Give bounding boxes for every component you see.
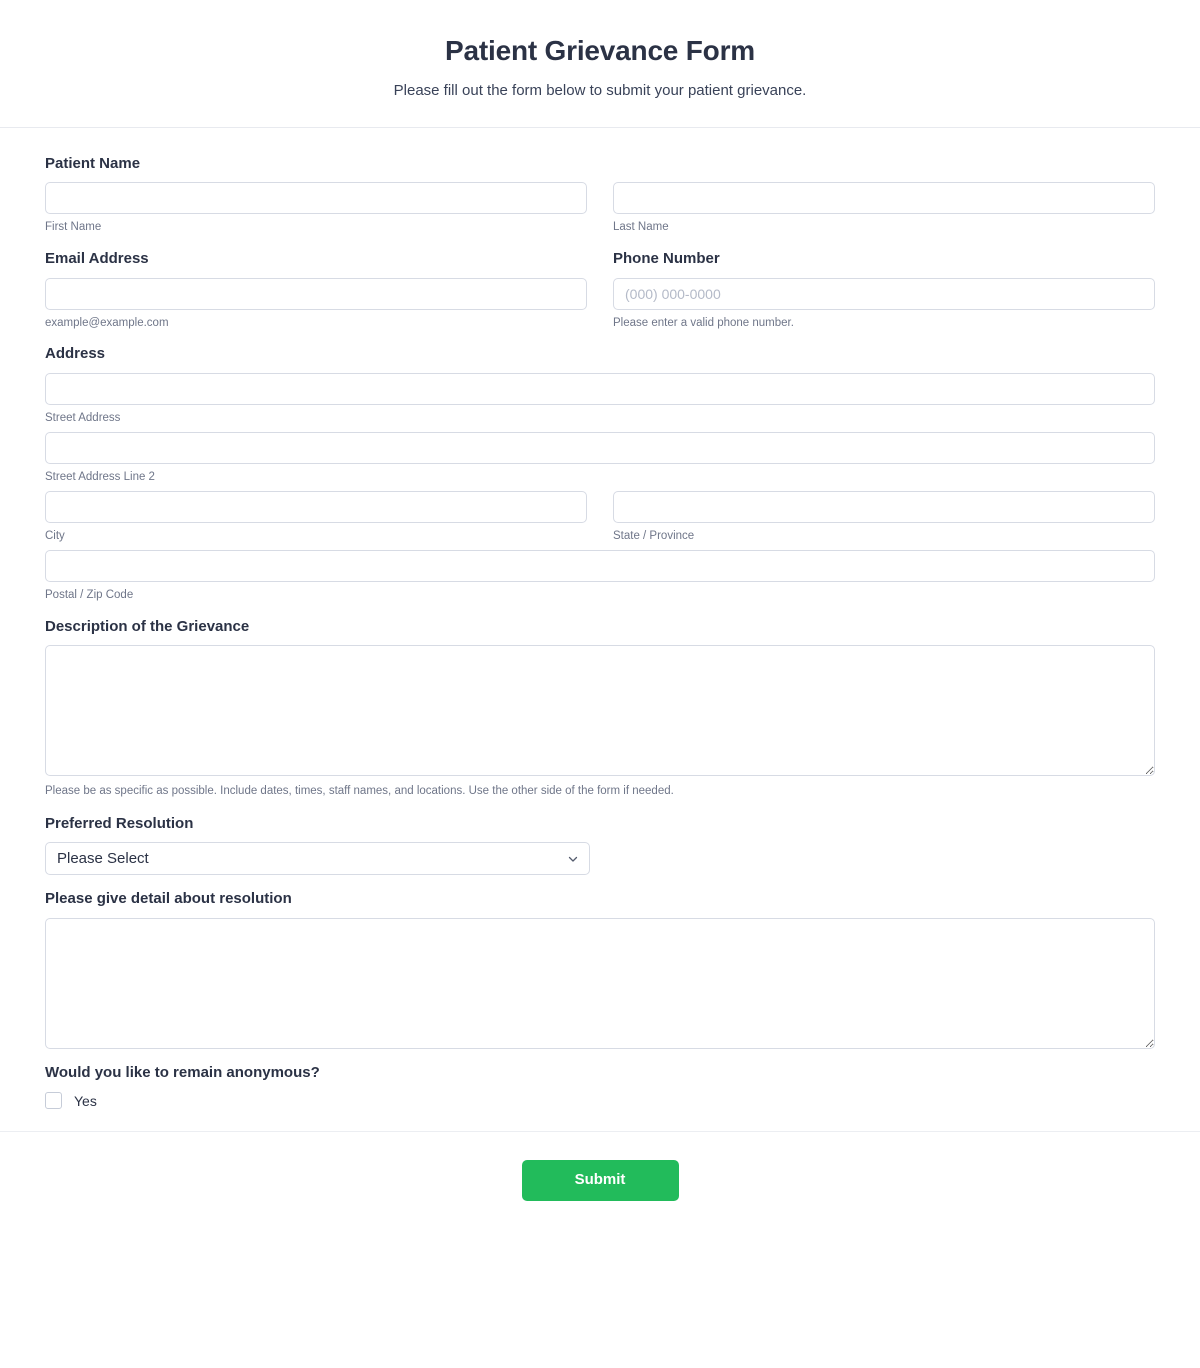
phone-input[interactable] bbox=[613, 278, 1155, 310]
submit-button[interactable]: Submit bbox=[522, 1160, 679, 1201]
page-subtitle: Please fill out the form below to submit your patient grievance. bbox=[393, 81, 807, 99]
state-input[interactable] bbox=[613, 491, 1155, 523]
description-help-text: Please be as specific as possible. Include dates, times, staff names, and locations. Use the other side of the form if needed. bbox=[45, 785, 674, 798]
preferred-resolution-select-wrap bbox=[45, 842, 590, 875]
street-address-input[interactable] bbox=[45, 373, 1155, 405]
first-name-input[interactable] bbox=[45, 182, 587, 214]
field-resolution-detail bbox=[45, 889, 1155, 1049]
first-name-sublabel: First Name bbox=[45, 221, 102, 234]
phone-group bbox=[613, 249, 1155, 330]
anonymous-checkbox-row[interactable] bbox=[45, 1092, 1155, 1109]
description-label: Description of the Grievance bbox=[45, 617, 250, 635]
address-label: Address bbox=[45, 345, 106, 363]
city-state-row bbox=[45, 491, 1155, 544]
preferred-resolution-label: Preferred Resolution bbox=[45, 814, 194, 832]
postal-code-input[interactable] bbox=[45, 550, 1155, 582]
city-sublabel: City bbox=[45, 529, 65, 542]
state-sublabel: State / Province bbox=[613, 529, 695, 542]
street-address-2-input[interactable] bbox=[45, 432, 1155, 464]
field-address bbox=[45, 344, 1155, 602]
preferred-resolution-select[interactable] bbox=[45, 842, 590, 875]
phone-label: Phone Number bbox=[613, 250, 720, 268]
patient-name-label: Patient Name bbox=[45, 154, 141, 172]
description-textarea[interactable] bbox=[45, 645, 1155, 776]
field-patient-name bbox=[45, 154, 1155, 235]
street-address-sublabel: Street Address bbox=[45, 411, 121, 424]
postal-code-sublabel: Postal / Zip Code bbox=[45, 588, 134, 601]
email-input[interactable] bbox=[45, 278, 587, 310]
first-name-group bbox=[45, 182, 587, 235]
patient-name-row bbox=[45, 182, 1155, 235]
field-anonymous bbox=[45, 1063, 1155, 1110]
last-name-sublabel: Last Name bbox=[613, 221, 669, 234]
anonymous-checkbox[interactable] bbox=[45, 1092, 62, 1109]
last-name-group bbox=[613, 182, 1155, 235]
form-header bbox=[0, 0, 1200, 128]
street-address-group bbox=[45, 373, 1155, 426]
last-name-input[interactable] bbox=[613, 182, 1155, 214]
city-input[interactable] bbox=[45, 491, 587, 523]
email-group bbox=[45, 249, 587, 330]
state-group bbox=[613, 491, 1155, 544]
page-title: Patient Grievance Form bbox=[445, 35, 755, 66]
email-label: Email Address bbox=[45, 250, 149, 268]
postal-group bbox=[45, 550, 1155, 603]
anonymous-label: Would you like to remain anonymous? bbox=[45, 1063, 320, 1081]
anonymous-checkbox-label: Yes bbox=[74, 1092, 97, 1109]
resolution-detail-textarea[interactable] bbox=[45, 918, 1155, 1049]
email-sublabel: example@example.com bbox=[45, 316, 169, 329]
form-footer bbox=[0, 1131, 1200, 1233]
email-phone-row bbox=[45, 249, 1155, 330]
field-preferred-resolution bbox=[45, 814, 1155, 876]
form-body bbox=[0, 128, 1200, 1110]
city-group bbox=[45, 491, 587, 544]
resolution-detail-label: Please give detail about resolution bbox=[45, 890, 292, 908]
field-email-phone bbox=[45, 249, 1155, 330]
field-description bbox=[45, 617, 1155, 800]
phone-sublabel: Please enter a valid phone number. bbox=[613, 316, 794, 329]
street-address-2-group bbox=[45, 432, 1155, 485]
street-address-2-sublabel: Street Address Line 2 bbox=[45, 470, 155, 483]
